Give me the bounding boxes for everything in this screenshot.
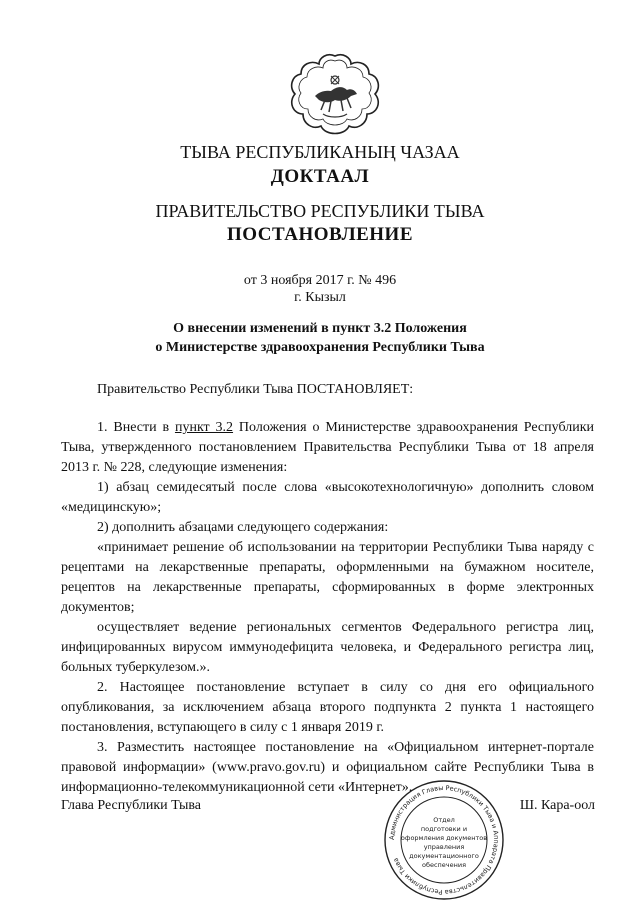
document-city: г. Кызыл xyxy=(294,290,346,305)
document-title-line1: О внесении изменений в пункт 3.2 Положения xyxy=(173,321,467,336)
document-title-line2: о Министерстве здравоохранения Республики Тыва xyxy=(155,340,485,355)
stamp-line-5: документационного xyxy=(409,852,479,860)
signatory-name: Ш. Кара-оол xyxy=(519,798,595,813)
header-resolution: ПОСТАНОВЛЕНИЕ xyxy=(226,224,414,245)
header-tuvan-resolution: ДОКТААЛ xyxy=(270,166,370,187)
stamp-line-3: оформления документов xyxy=(400,834,488,842)
stamp-line-1: Отдел xyxy=(433,816,455,824)
header-tuvan-government: ТЫВА РЕСПУБЛИКАНЫҢ ЧАЗАА xyxy=(180,142,460,162)
paragraph-1-1: 1) абзац семидесятый после слова «высокотехнологичную» дополнить словом «медицинскую»; xyxy=(61,480,594,515)
coat-of-arms-emblem xyxy=(285,52,385,138)
paragraph-1-prefix: 1. Внести в xyxy=(97,420,175,435)
clause-link[interactable]: пункт 3.2 xyxy=(174,420,234,435)
paragraph-2: 2. Настоящее постановление вступает в силу со дня его официального опубликования, за исключением абзаца второго подпункта 2 пункта 1 настоящего постановления, вступающего в силу с 1 января 2019 г. xyxy=(61,680,594,735)
intro-text: Правительство Республики Тыва ПОСТАНОВЛЯЕТ: xyxy=(97,382,414,397)
document-date: от 3 ноября 2017 г. № 496 xyxy=(243,273,397,288)
stamp-line-6: обеспечения xyxy=(421,861,467,869)
stamp-ring-text: Администрация Главы Республики Тыва и Аппарата Правительства Республики Тыва xyxy=(387,783,501,897)
paragraph-quote-1: «принимает решение об использовании на территории Республики Тыва наряду с рецептами на лекарственные препараты, оформленными на бумажном носителе, рецептов на лекарственные препараты, сформированных в форме электронных документов; xyxy=(61,540,594,615)
paragraph-3: 3. Разместить настоящее постановление на «Официальном интернет-портале правовой информации» (www.pravo.gov.ru) и официальном сайте Республики Тыва в информационно-телекоммуникационной сети «Интернет». xyxy=(61,740,594,795)
paragraph-1-text: Положения о Министерстве здравоохранения Республики Тыва, утвержденного постановлением Правительства Республики Тыва от 18 апреля 2013 г. № 228, следующие изменения: xyxy=(61,420,594,475)
paragraph-1 xyxy=(61,418,594,478)
stamp-line-2: подготовки и xyxy=(420,825,468,833)
intro-paragraph xyxy=(61,380,594,400)
paragraph-1-2: 2) дополнить абзацами следующего содержания: xyxy=(97,520,389,535)
header-government: ПРАВИТЕЛЬСТВО РЕСПУБЛИКИ ТЫВА xyxy=(155,201,485,221)
stamp-line-4: управления xyxy=(423,843,465,851)
official-stamp xyxy=(382,778,506,902)
signatory-position: Глава Республики Тыва xyxy=(61,798,202,813)
document-body xyxy=(61,418,594,798)
paragraph-quote-2: осуществляет ведение региональных сегментов Федерального регистра лиц, инфицированных вирусом иммунодефицита человека, и Федерального регистра лиц, больных туберкулезом.». xyxy=(61,620,594,675)
